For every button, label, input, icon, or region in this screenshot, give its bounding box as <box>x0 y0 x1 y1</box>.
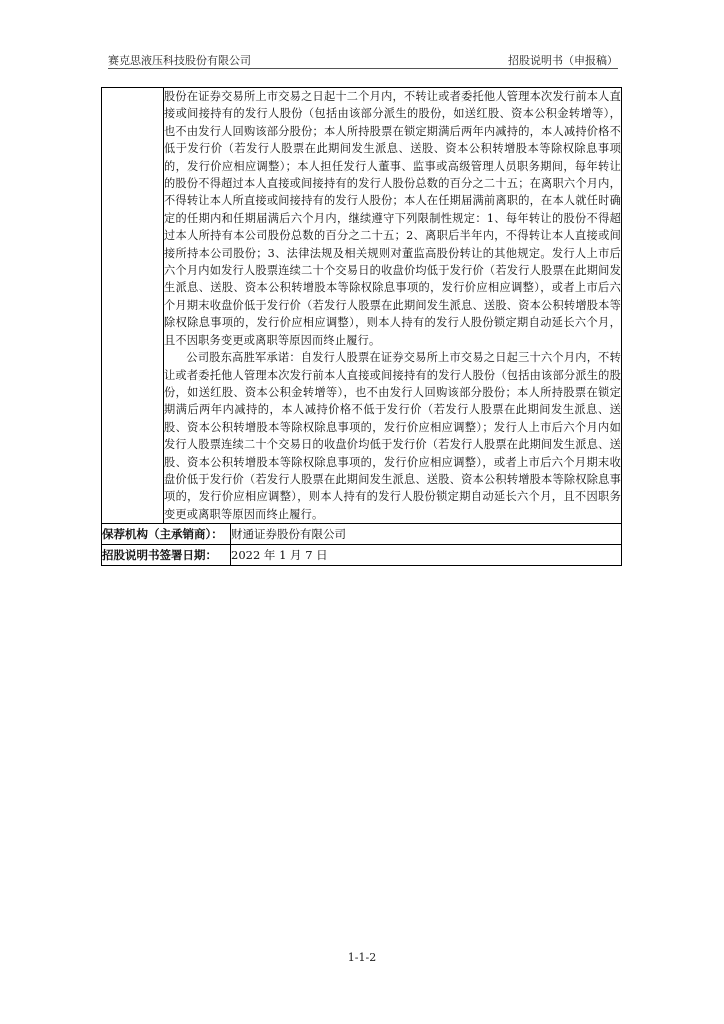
sponsor-label: 保荐机构（主承销商）： <box>102 524 231 545</box>
document-title: 招股说明书（申报稿） <box>508 54 618 67</box>
sponsor-row <box>102 524 622 545</box>
signing-date-value: 2022 年 1 月 7 日 <box>231 545 622 566</box>
signing-date-label: 招股说明书签署日期： <box>102 545 231 566</box>
commitment-row <box>102 88 622 524</box>
commitment-paragraph-1: 股份在证券交易所上市交易之日起十二个月内，不转让或者委托他人管理本次发行前本人直接或间接持有的发行人股份（包括由该部分派生的股份，如送红股、资本公积金转增等），也不由发行人回购该部分股份；本人所持股票在锁定期满后两年内减持的，本人减持价格不低于发行价（若发行人股票在此期间发生派息、送股、资本公积转增股本等除权除息事项的，发行价应相应调整）；本人担任发行人董事、监事或高级管理人员职务期间，每年转让的股份不得超过本人直接或间接持有的发行人股份总数的百分之二十五；在离职六个月内，不得转让本人所直接或间接持有的发行人股份；本人在任期届满前离职的，在本人就任时确定的任期内和任期届满后六个月内，继续遵守下列限制性规定：1、每年转让的股份不得超过本人所持有本公司股份总数的百分之二十五；2、离职后半年内，不得转让本人直接或间接所持本公司股份；3、法律法规及相关规则对董监高股份转让的其他规定。发行人上市后六个月内如发行人股票连续二十个交易日的收盘价均低于发行价（若发行人股票在此期间发生派息、送股、资本公积转增股本等除权除息事项的，发行价应相应调整），或者上市后六个月期末收盘价低于发行价（若发行人股票在此期间发生派息、送股、资本公积转增股本等除权除息事项的，发行价应相应调整），则本人持有的发行人股份锁定期自动延长六个月，且不因职务变更或离职等原因而终止履行。 <box>164 90 621 347</box>
commitment-paragraph-2: 公司股东高胜军承诺：自发行人股票在证券交易所上市交易之日起三十六个月内，不转让或者委托他人管理本次发行前本人直接或间接持有的发行人股份（包括由该部分派生的股份，如送红股、资本公积金转增等），也不由发行人回购该部分股份；本人所持股票在锁定期满后两年内减持的，本人减持价格不低于发行价（若发行人股票在此期间发生派息、送股、资本公积转增股本等除权除息事项的，发行价应相应调整）；发行人上市后六个月内如发行人股票连续二十个交易日的收盘价均低于发行价（若发行人股票在此期间发生派息、送股、资本公积转增股本等除权除息事项的，发行价应相应调整），或者上市后六个月期末收盘价低于发行价（若发行人股票在此期间发生派息、送股、资本公积转增股本等除权除息事项的，发行价应相应调整），则本人持有的发行人股份锁定期自动延长六个月，且不因职务变更或离职等原因而终止履行。 <box>164 351 621 521</box>
page-number: 1-1-2 <box>347 951 377 964</box>
company-name: 赛克思液压科技股份有限公司 <box>108 54 251 67</box>
signing-date-row <box>102 545 622 566</box>
empty-label-cell <box>102 88 164 524</box>
commitment-table <box>101 87 622 566</box>
sponsor-value: 财通证券股份有限公司 <box>231 524 622 545</box>
commitment-content-cell <box>164 88 622 524</box>
page-header <box>108 52 618 69</box>
